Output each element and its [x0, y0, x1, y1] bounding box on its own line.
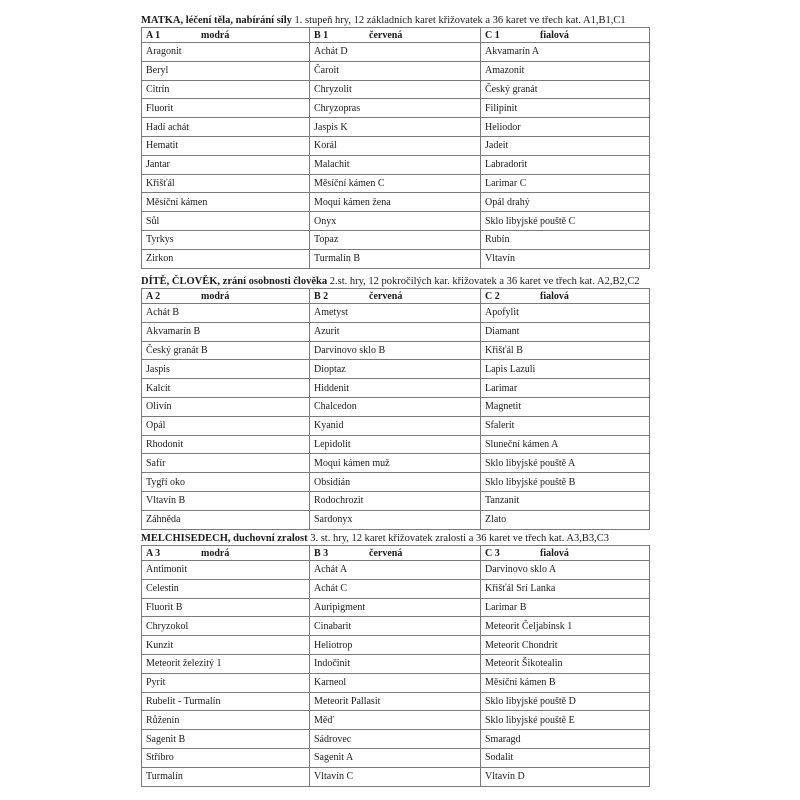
- table-row: [142, 748, 650, 767]
- column-header: [481, 546, 650, 561]
- table-row: [142, 510, 650, 529]
- stone-name-cell: Amazonit: [481, 61, 650, 80]
- stone-name-cell: Cinabarit: [310, 617, 481, 636]
- stone-name-cell: Vltavín D: [481, 767, 650, 786]
- stone-name-cell: Achát D: [310, 43, 481, 62]
- stone-name-cell: Vltavín: [481, 249, 650, 268]
- stone-name-cell: Darvinovo sklo A: [481, 561, 650, 580]
- stone-name-cell: Měsíční kámen B: [481, 673, 650, 692]
- stone-name-cell: Rubelit - Turmalín: [142, 692, 310, 711]
- stone-name-cell: Achát B: [142, 304, 310, 323]
- table-row: [142, 99, 650, 118]
- column-code: B 2: [314, 290, 329, 302]
- stone-name-cell: Larimar: [481, 379, 650, 398]
- stone-name-cell: Karneol: [310, 673, 481, 692]
- stone-name-cell: Darvinovo sklo B: [310, 341, 481, 360]
- table-row: [142, 654, 650, 673]
- column-color: modrá: [201, 547, 230, 559]
- table-row: [142, 673, 650, 692]
- column-header: [481, 289, 650, 304]
- stone-name-cell: Sklo libyjské pouště D: [481, 692, 650, 711]
- column-code: A 3: [146, 547, 161, 559]
- table-row: [142, 43, 650, 62]
- stone-name-cell: Křišťál B: [481, 341, 650, 360]
- stone-name-cell: Sklo libyjské pouště E: [481, 711, 650, 730]
- stone-name-cell: Zirkon: [142, 249, 310, 268]
- column-color: fialová: [540, 29, 569, 41]
- stone-name-cell: Meteorit Čeljabinsk 1: [481, 617, 650, 636]
- table-row: [142, 118, 650, 137]
- column-code: C 1: [485, 29, 500, 41]
- stone-name-cell: Auripigment: [310, 598, 481, 617]
- stone-name-cell: Fluorit B: [142, 598, 310, 617]
- table-row: [142, 491, 650, 510]
- table-row: [142, 136, 650, 155]
- stone-name-cell: Opál: [142, 416, 310, 435]
- stone-name-cell: Akvamarín A: [481, 43, 650, 62]
- stone-name-cell: Smaragd: [481, 730, 650, 749]
- stone-name-cell: Larimar B: [481, 598, 650, 617]
- section-heading: [141, 14, 649, 27]
- stone-name-cell: Aragonit: [142, 43, 310, 62]
- column-color: fialová: [540, 290, 569, 302]
- table-row: [142, 249, 650, 268]
- stone-name-cell: Růženín: [142, 711, 310, 730]
- column-header: [310, 289, 481, 304]
- stone-name-cell: Hematit: [142, 136, 310, 155]
- stone-name-cell: Sůl: [142, 212, 310, 231]
- stone-name-cell: Safír: [142, 454, 310, 473]
- column-color: modrá: [201, 290, 230, 302]
- table-row: [142, 561, 650, 580]
- stone-name-cell: Kalcit: [142, 379, 310, 398]
- column-header: [142, 289, 310, 304]
- table-row: [142, 617, 650, 636]
- stone-name-cell: Český granát: [481, 80, 650, 99]
- stones-table: [141, 27, 650, 269]
- column-header: [310, 546, 481, 561]
- stone-name-cell: Korál: [310, 136, 481, 155]
- column-code: C 2: [485, 290, 500, 302]
- stone-name-cell: Olivín: [142, 397, 310, 416]
- table-row: [142, 155, 650, 174]
- stone-name-cell: Heliodor: [481, 118, 650, 137]
- section-heading: [141, 275, 649, 288]
- stone-name-cell: Moqui kámen muž: [310, 454, 481, 473]
- table-row: [142, 598, 650, 617]
- stone-name-cell: Onyx: [310, 212, 481, 231]
- stone-name-cell: Indočinit: [310, 654, 481, 673]
- stone-name-cell: Tanzanit: [481, 491, 650, 510]
- table-row: [142, 212, 650, 231]
- stone-name-cell: Křišťál: [142, 174, 310, 193]
- section-subtitle: 2.st. hry, 12 pokročilých kar. křižovatek a 36 karet ve třech kat. A2,B2,C2: [327, 276, 640, 287]
- stone-name-cell: Achát C: [310, 579, 481, 598]
- section-melchisedech: [141, 532, 649, 787]
- section-subtitle: 3. st. hry, 12 karet křižovatek zralosti a 36 karet ve třech kat. A3,B3,C3: [307, 533, 609, 544]
- table-row: [142, 454, 650, 473]
- stone-name-cell: Magnetit: [481, 397, 650, 416]
- column-color: modrá: [201, 29, 230, 41]
- table-row: [142, 322, 650, 341]
- table-row: [142, 397, 650, 416]
- table-header-row: [142, 546, 650, 561]
- table-row: [142, 730, 650, 749]
- column-color: červená: [369, 547, 403, 559]
- stone-name-cell: Měsíční kámen C: [310, 174, 481, 193]
- table-row: [142, 304, 650, 323]
- stone-name-cell: Jantar: [142, 155, 310, 174]
- stone-name-cell: Jaspis K: [310, 118, 481, 137]
- stone-name-cell: Beryl: [142, 61, 310, 80]
- table-header-row: [142, 289, 650, 304]
- stone-name-cell: Hadí achát: [142, 118, 310, 137]
- stone-name-cell: Měsíční kámen: [142, 193, 310, 212]
- section-title: DÍTĚ, ČLOVĚK, zrání osobnosti člověka: [141, 276, 328, 287]
- table-row: [142, 193, 650, 212]
- stone-name-cell: Apofylit: [481, 304, 650, 323]
- table-row: [142, 174, 650, 193]
- stone-name-cell: Lapis Lazuli: [481, 360, 650, 379]
- stone-name-cell: Diamant: [481, 322, 650, 341]
- column-header: [310, 28, 481, 43]
- table-row: [142, 379, 650, 398]
- stones-table: [141, 545, 650, 787]
- column-code: B 1: [314, 29, 329, 41]
- stone-name-cell: Vltavín C: [310, 767, 481, 786]
- stone-name-cell: Kyanid: [310, 416, 481, 435]
- stone-name-cell: Hiddenit: [310, 379, 481, 398]
- stone-name-cell: Fluorit: [142, 99, 310, 118]
- stone-name-cell: Rodochrozit: [310, 491, 481, 510]
- column-color: červená: [369, 290, 403, 302]
- stone-name-cell: Sluneční kámen A: [481, 435, 650, 454]
- table-row: [142, 416, 650, 435]
- stone-name-cell: Meteorit Šikotealin: [481, 654, 650, 673]
- column-code: A 1: [146, 29, 161, 41]
- stone-name-cell: Sklo libyjské pouště A: [481, 454, 650, 473]
- stone-name-cell: Čaroit: [310, 61, 481, 80]
- stones-table: [141, 288, 650, 530]
- table-row: [142, 61, 650, 80]
- stone-name-cell: Dioptaz: [310, 360, 481, 379]
- section-dite-clovek: [141, 275, 649, 530]
- stone-name-cell: Kunzit: [142, 636, 310, 655]
- stone-name-cell: Turmalín: [142, 767, 310, 786]
- stone-name-cell: Tyrkys: [142, 230, 310, 249]
- column-color: fialová: [540, 547, 569, 559]
- section-title: MELCHISEDECH, duchovní zralost: [141, 533, 308, 544]
- stone-name-cell: Měď: [310, 711, 481, 730]
- column-code: B 3: [314, 547, 329, 559]
- stone-name-cell: Sardonyx: [310, 510, 481, 529]
- stone-name-cell: Sagenit A: [310, 748, 481, 767]
- stone-name-cell: Chryzolit: [310, 80, 481, 99]
- column-header: [142, 28, 310, 43]
- table-row: [142, 230, 650, 249]
- stone-name-cell: Rhodonit: [142, 435, 310, 454]
- stone-name-cell: Opál drahý: [481, 193, 650, 212]
- stone-name-cell: Malachit: [310, 155, 481, 174]
- stone-name-cell: Sklo libyjské pouště B: [481, 473, 650, 492]
- stone-name-cell: Sádrovec: [310, 730, 481, 749]
- stone-name-cell: Pyrit: [142, 673, 310, 692]
- stone-name-cell: Rubín: [481, 230, 650, 249]
- stone-name-cell: Sodalit: [481, 748, 650, 767]
- stone-name-cell: Stříbro: [142, 748, 310, 767]
- stone-name-cell: Křišťál Srí Lanka: [481, 579, 650, 598]
- stone-name-cell: Akvamarín B: [142, 322, 310, 341]
- table-row: [142, 360, 650, 379]
- section-title: MATKA, léčení těla, nabírání síly: [141, 15, 292, 26]
- table-row: [142, 341, 650, 360]
- stone-name-cell: Jaspis: [142, 360, 310, 379]
- stone-name-cell: Meteorit Chondrit: [481, 636, 650, 655]
- stone-name-cell: Sklo libyjské pouště C: [481, 212, 650, 231]
- stone-name-cell: Moqui kámen žena: [310, 193, 481, 212]
- stone-name-cell: Český granát B: [142, 341, 310, 360]
- table-row: [142, 473, 650, 492]
- stone-name-cell: Topaz: [310, 230, 481, 249]
- stone-name-cell: Citrín: [142, 80, 310, 99]
- table-row: [142, 80, 650, 99]
- stone-name-cell: Záhněda: [142, 510, 310, 529]
- stone-name-cell: Chalcedon: [310, 397, 481, 416]
- stone-name-cell: Chryzokol: [142, 617, 310, 636]
- section-subtitle: 1. stupeň hry, 12 základních karet křižovatek a 36 karet ve třech kat. A1,B1,C1: [291, 15, 626, 26]
- column-code: A 2: [146, 290, 161, 302]
- table-row: [142, 692, 650, 711]
- section-heading: [141, 532, 649, 545]
- stone-name-cell: Sfalerit: [481, 416, 650, 435]
- stone-name-cell: Tygří oko: [142, 473, 310, 492]
- stone-name-cell: Zlato: [481, 510, 650, 529]
- section-matka: [141, 14, 649, 269]
- stone-name-cell: Lepidolit: [310, 435, 481, 454]
- table-header-row: [142, 28, 650, 43]
- stone-name-cell: Celestin: [142, 579, 310, 598]
- table-row: [142, 579, 650, 598]
- column-code: C 3: [485, 547, 500, 559]
- stone-name-cell: Larimar C: [481, 174, 650, 193]
- stone-name-cell: Sagenit B: [142, 730, 310, 749]
- table-row: [142, 767, 650, 786]
- table-row: [142, 636, 650, 655]
- stone-name-cell: Obsidián: [310, 473, 481, 492]
- column-header: [481, 28, 650, 43]
- stone-name-cell: Turmalín B: [310, 249, 481, 268]
- stone-name-cell: Filipinit: [481, 99, 650, 118]
- stone-name-cell: Antimonit: [142, 561, 310, 580]
- column-header: [142, 546, 310, 561]
- stone-name-cell: Chryzopras: [310, 99, 481, 118]
- stone-name-cell: Labradorit: [481, 155, 650, 174]
- stone-name-cell: Azurit: [310, 322, 481, 341]
- stone-name-cell: Achát A: [310, 561, 481, 580]
- column-color: červená: [369, 29, 403, 41]
- stone-name-cell: Meteorit železitý 1: [142, 654, 310, 673]
- stone-name-cell: Meteorit Pallasit: [310, 692, 481, 711]
- table-row: [142, 711, 650, 730]
- stone-name-cell: Jadeit: [481, 136, 650, 155]
- stone-name-cell: Vltavín B: [142, 491, 310, 510]
- stone-name-cell: Ametyst: [310, 304, 481, 323]
- table-row: [142, 435, 650, 454]
- stone-name-cell: Heliotrop: [310, 636, 481, 655]
